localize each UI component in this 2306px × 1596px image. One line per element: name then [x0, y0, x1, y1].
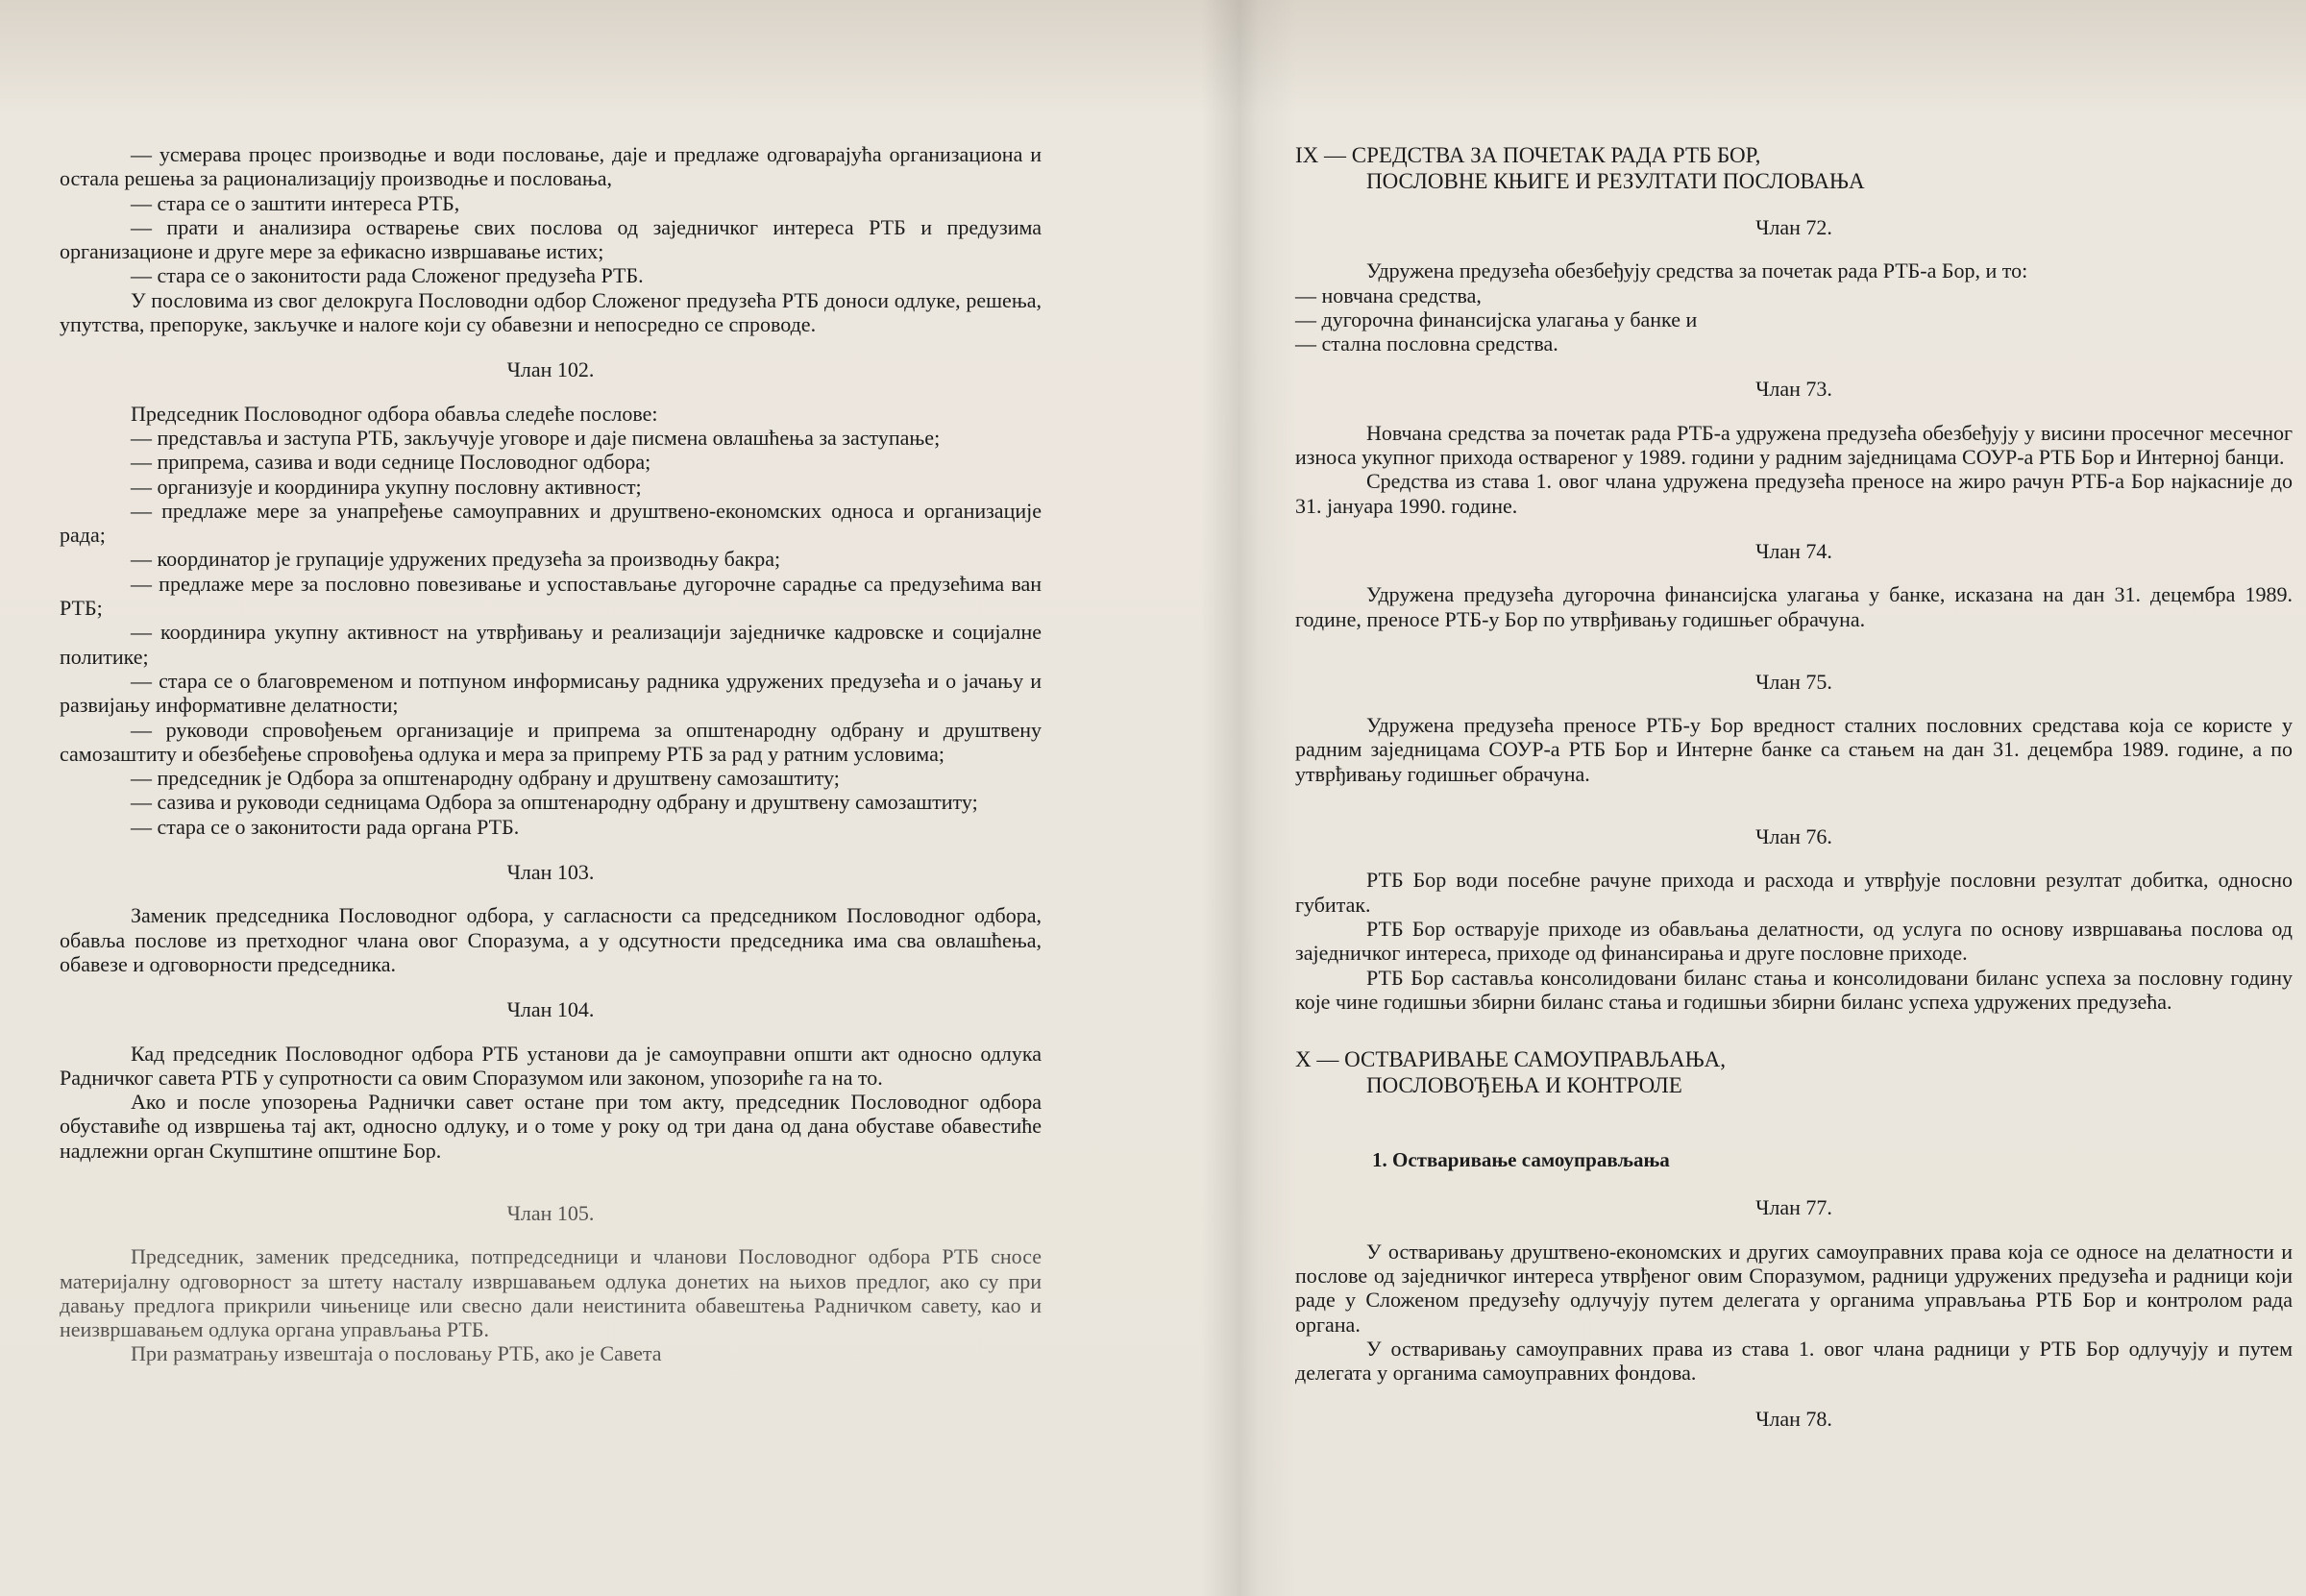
article-heading: Члан 73.: [1755, 377, 1832, 402]
article-heading: Члан 104.: [506, 997, 595, 1022]
article-heading: Члан 75.: [1755, 669, 1832, 694]
paragraph: РТБ Бор остварује приходе из обављања делатности, од услуга по основу извршавања послова од заједничког интереса, приходе од финансирања и друге пословне приходе.: [1295, 916, 2293, 966]
paragraph: Заменик председника Пословодног одбора, у сагласности са председником Пословодног одбора, обавља послове из претходног члана овог Споразума, а у одсутности председника има сва овлашћења, обавезе и одговорности председника.: [60, 903, 1042, 976]
list-item: — предлаже мере за унапређење самоуправних и друштвено-економских односа и организације рада;: [60, 498, 1042, 548]
list-item: — координира укупну активност на утврђивању и реализацији заједничке кадровске и социјалне политике;: [60, 620, 1042, 669]
list-item: — представља и заступа РТБ, закључује уговоре и даје писмена овлашћења за заступање;: [131, 425, 941, 450]
paragraph: Председник, заменик председника, потпредседници и чланови Пословодног одбора РТБ сносе материјалну одговорност за штету насталу извршавањем одлука донетих на њихов предлог, ако су при давању предлога прикрили чињенице или свесно дали неистинита обавештења Радничком савету, као и неизвршавањем одлука органа управљања РТБ.: [60, 1244, 1042, 1342]
paragraph: Ако и после упозорења Раднички савет остане при том акту, председник Пословодног одбора обуставиће од извршења тај акт, односно одлуку, и о томе у року од три дана од дана обуставе обавестиће надлежни орган Скупштине општине Бор.: [60, 1090, 1042, 1163]
left-page-body: [60, 142, 1042, 1366]
section-heading-line: IX — СРЕДСТВА ЗА ПОЧЕТАК РАДА РТБ БОР,: [1295, 143, 1761, 167]
right-page-body: [1295, 142, 2293, 1431]
article-heading: Члан 103.: [506, 860, 595, 885]
paragraph: Новчана средства за почетак рада РТБ-а удружена предузећа обезбеђују у висини просечног месечног износа укупног прихода оствареног у 1989. години у радним заједницама СОУР-а РТБ Бор и Интерној банци.: [1295, 420, 2293, 470]
article-heading: Члан 102.: [506, 357, 595, 382]
article-heading: Члан 105.: [506, 1200, 595, 1225]
list-item: — стара се о благовременом и потпуном информисању радника удружених предузећа и о јачању и развијању информативне делатности;: [60, 668, 1042, 718]
list-item: — стална пословна средства.: [1295, 331, 1558, 356]
list-item: — председник је Одбора за општенародну одбрану и друштвену самозаштиту;: [131, 766, 840, 791]
list-item: — руководи спровођењем организације и припрема за општенародну одбрану и друштвену самозаштиту и обезбеђење спровођења одлука и мера за припрему РТБ за рад у ратним условима;: [60, 717, 1042, 766]
paragraph: Средства из става 1. овог члана удружена предузећа преносе на жиро рачун РТБ-а Бор најкасније до 31. јануара 1990. године.: [1295, 469, 2293, 518]
list-item: — припрема, сазива и води седнице Пословодног одбора;: [131, 450, 651, 475]
paragraph: При разматрању извештаја о пословању РТБ, ако је Савета: [131, 1341, 662, 1366]
paragraph: РТБ Бор саставља консолидовани биланс стања и консолидовани биланс успеха за пословну годину које чине годишњи збирни биланс стања и годишњи збирни биланс успеха удружених предузећа.: [1295, 965, 2293, 1014]
paragraph: У остваривању самоуправних права из става 1. овог члана радници у РТБ Бор одлучују и путем делегата у органима самоуправних фондова.: [1295, 1336, 2293, 1386]
section-heading-line: ПОСЛОВНЕ КЊИГЕ И РЕЗУЛТАТИ ПОСЛОВАЊА: [1366, 169, 1865, 193]
paragraph: — усмерава процес производње и води пословање, даје и предлаже одговарајућа организациона и остала решења за рационализацију производње и пословања,: [60, 142, 1042, 191]
paragraph: — стара се о законитости рада Сложеног предузећа РТБ.: [131, 263, 644, 288]
paragraph: Кад председник Пословодног одбора РТБ установи да је самоуправни општи акт односно одлука Радничког савета РТБ у супротности са овим Споразумом или законом, упозориће га на то.: [60, 1041, 1042, 1090]
paragraph: Удружена предузећа дугорочна финансијска улагања у банке, исказана на дан 31. децембра 1989. године, преносе РТБ-у Бор по утврђивању годишњег обрачуна.: [1295, 582, 2293, 631]
paragraph: — прати и анализира остварење свих послова од заједничког интереса РТБ и предузима организационе и друге мере за ефикасно извршавање истих;: [60, 214, 1042, 264]
list-item: — координатор је групације удружених предузећа за производњу бакра;: [131, 547, 781, 572]
paragraph: У остваривању друштвено-економских и других самоуправних права која се односе на делатности и послове од заједничког интереса утврђеног овим Споразумом, радници удружених предузећа и радници који раде у Сложеном предузећу одлучују путем делегата у органима управљања РТБ Бор и контролом рада органа.: [1295, 1239, 2293, 1337]
section-heading: [1295, 1046, 2293, 1098]
article-heading: Члан 78.: [1755, 1406, 1832, 1431]
paragraph: Удружена предузећа преносе РТБ-у Бор вредност сталних пословних средстава која се користе у радним заједницама СОУР-а РТБ Бор и Интерне банке са стањем на дан 31. децембра 1989. године, а по утврђивању годишњег обрачуна.: [1295, 713, 2293, 786]
list-item: — новчана средства,: [1295, 282, 1482, 307]
paragraph: У пословима из свог делокруга Пословодни одбор Сложеног предузећа РТБ доноси одлуке, решења, упутства, препоруке, закључке и налоге који су обавезни и непосредно се спроводе.: [60, 287, 1042, 337]
section-heading-line: X — ОСТВАРИВАЊЕ САМОУПРАВЉАЊА,: [1295, 1047, 1727, 1072]
paragraph: РТБ Бор води посебне рачуне прихода и расхода и утврђује пословни резултат добитка, односно губитак.: [1295, 868, 2293, 917]
article-heading: Члан 74.: [1755, 538, 1832, 563]
list-item: — дугорочна финансијска улагања у банке и: [1295, 307, 1698, 331]
article-heading: Члан 76.: [1755, 824, 1832, 849]
section-heading: [1295, 142, 2293, 194]
paragraph: — стара се о заштити интереса РТБ,: [131, 190, 460, 215]
list-item: — предлаже мере за пословно повезивање и успостављање дугорочне сарадње са предузећима ван РТБ;: [60, 571, 1042, 621]
list-item: — сазива и руководи седницама Одбора за општенародну одбрану и друштвену самозаштиту;: [131, 790, 978, 815]
paragraph: Председник Пословодног одбора обавља следеће послове:: [131, 401, 658, 426]
list-item: — стара се о законитости рада органа РТБ.: [131, 814, 520, 839]
article-heading: Члан 72.: [1755, 215, 1832, 239]
article-heading: Члан 77.: [1755, 1195, 1832, 1220]
section-heading-line: ПОСЛОВОЂЕЊА И КОНТРОЛЕ: [1366, 1073, 1682, 1098]
paragraph: Удружена предузећа обезбеђују средства за почетак рада РТБ-а Бор, и то:: [1366, 258, 2028, 283]
subsection-heading: 1. Остваривање самоуправљања: [1372, 1148, 1670, 1172]
right-page: [1249, 0, 2306, 1596]
list-item: — организује и координира укупну пословну активност;: [131, 474, 642, 499]
